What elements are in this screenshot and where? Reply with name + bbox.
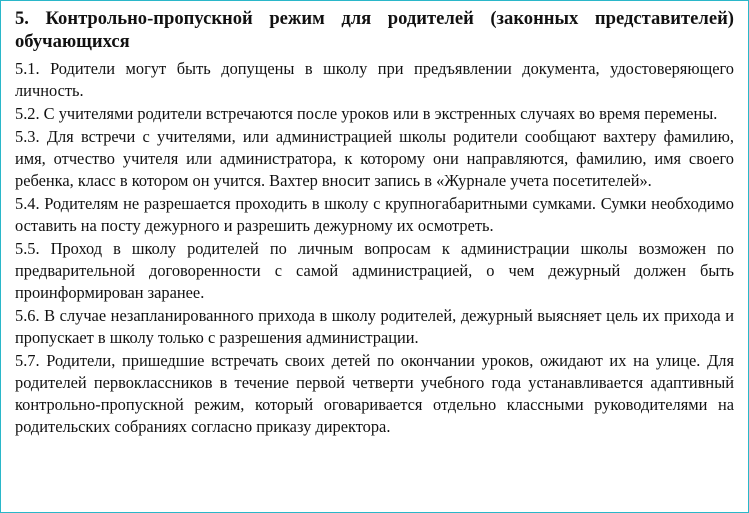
paragraph-5-6: 5.6. В случае незапланированного прихода в школу родителей, дежурный выясняет цель их прихода и пропускает в школу только с разрешения администрации. <box>15 306 734 347</box>
paragraph-5-2: 5.2. С учителями родители встречаются после уроков или в экстренных случаях во время перемены. <box>15 104 718 123</box>
paragraph-5-3: 5.3. Для встречи с учителями, или администрацией школы родители сообщают вахтеру фамилию, имя, отчество учителя или администратора, к которому они направляются, фамилию, имя своего ребенка, класс в котором он учится. Вахтер вносит запись в «Журнале учета посетителей». <box>15 127 734 190</box>
paragraph-5-7: 5.7. Родители, пришедшие встречать своих детей по окончании уроков, ожидают их на улице. Для родителей первоклассников в течение первой четверти учебного года устанавливается адаптивный контрольно-пропускной режим, который оговаривается отдельно классными руководителями на родительских собраниях согласно приказу директора. <box>15 351 734 436</box>
paragraph-5-5: 5.5. Проход в школу родителей по личным вопросам к администрации школы возможен по предварительной договоренности с самой администрацией, о чем дежурный должен быть проинформирован заранее. <box>15 239 734 302</box>
document-body <box>1 1 748 438</box>
paragraph-5-1: 5.1. Родители могут быть допущены в школу при предъявлении документа, удостоверяющего личность. <box>15 59 734 100</box>
section-title: 5. Контрольно-пропускной режим для родителей (законных представителей) обучающихся <box>15 8 734 52</box>
paragraph-5-4: 5.4. Родителям не разрешается проходить в школу с крупногабаритными сумками. Сумки необходимо оставить на посту дежурного и разрешить дежурному их осмотреть. <box>15 194 734 235</box>
